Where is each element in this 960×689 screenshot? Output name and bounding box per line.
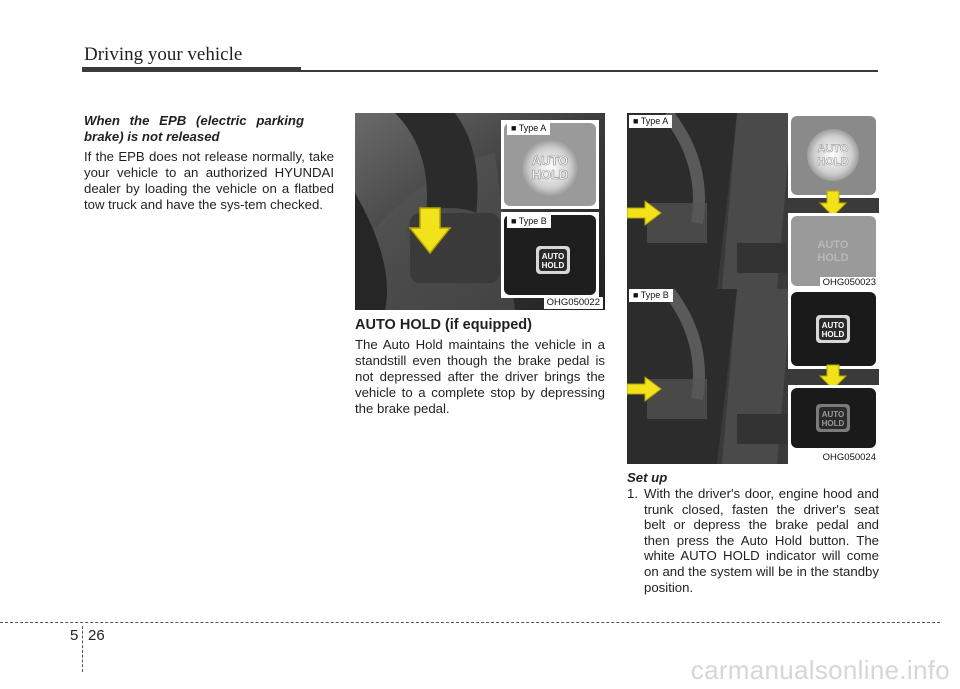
svg-text:AUTO: AUTO — [817, 143, 849, 155]
svg-text:HOLD: HOLD — [817, 156, 849, 168]
setup-heading: Set up — [627, 470, 668, 485]
figure3-code: OHG050024 — [820, 452, 879, 464]
figure-type-b-indicator — [627, 289, 879, 464]
svg-text:AUTO: AUTO — [541, 252, 565, 261]
footwell-photo-b — [627, 289, 879, 464]
svg-text:AUTO: AUTO — [817, 239, 849, 251]
svg-text:HOLD: HOLD — [821, 419, 845, 428]
footer-dashed-rule — [0, 622, 940, 623]
footer-dashed-divider — [82, 626, 83, 672]
svg-text:AUTO: AUTO — [531, 153, 569, 168]
svg-text:AUTO: AUTO — [821, 410, 845, 419]
figure2-type-tag: ■ Type A — [629, 115, 672, 128]
svg-text:HOLD: HOLD — [531, 167, 569, 182]
page-number: 26 — [88, 627, 105, 644]
page-chapter-number: 5 — [70, 627, 79, 644]
figure-auto-hold-button — [355, 113, 605, 310]
epb-body: If the EPB does not release normally, take your vehicle to an authorized HYUNDAI dealer by loading the vehicle on a flatbed tow truck and have the sys-tem checked. — [84, 149, 334, 212]
setup-step-text: With the driver's door, engine hood and trunk closed, fasten the driver's seat belt or depress the brake pedal and then press the Auto Hold button. The white AUTO HOLD indicator will come on and the system will be in the standby position. — [644, 486, 879, 595]
figure3-type-tag: ■ Type B — [629, 289, 673, 302]
auto-hold-body: The Auto Hold maintains the vehicle in a standstill even though the brake pedal is not depressed after the driver brings the vehicle to a complete stop by depressing the brake pedal. — [355, 337, 605, 416]
figure1-code: OHG050022 — [544, 297, 603, 309]
svg-text:HOLD: HOLD — [821, 330, 845, 339]
figure2-code: OHG050023 — [820, 277, 879, 289]
figure1-type-a-tag: ■ Type A — [507, 122, 550, 135]
page-header-title: Driving your vehicle — [84, 44, 243, 65]
svg-text:AUTO: AUTO — [821, 321, 845, 330]
svg-text:HOLD: HOLD — [817, 252, 849, 264]
shifter-photo — [355, 113, 605, 310]
watermark: carmanualsonline.info — [690, 655, 950, 685]
setup-step-1 — [627, 486, 879, 595]
header-rule-thick — [82, 67, 301, 72]
header-rule-thin — [301, 70, 878, 72]
auto-hold-heading: AUTO HOLD (if equipped) — [355, 317, 532, 333]
svg-text:HOLD: HOLD — [541, 261, 565, 270]
figure-type-a-indicator — [627, 113, 879, 289]
footwell-photo-a — [627, 113, 879, 289]
setup-step-number: 1. — [627, 486, 638, 501]
epb-subheading: When the EPB (electric parking brake) is not released — [84, 113, 304, 144]
figure1-type-b-tag: ■ Type B — [507, 215, 551, 228]
epb-section — [84, 113, 334, 213]
